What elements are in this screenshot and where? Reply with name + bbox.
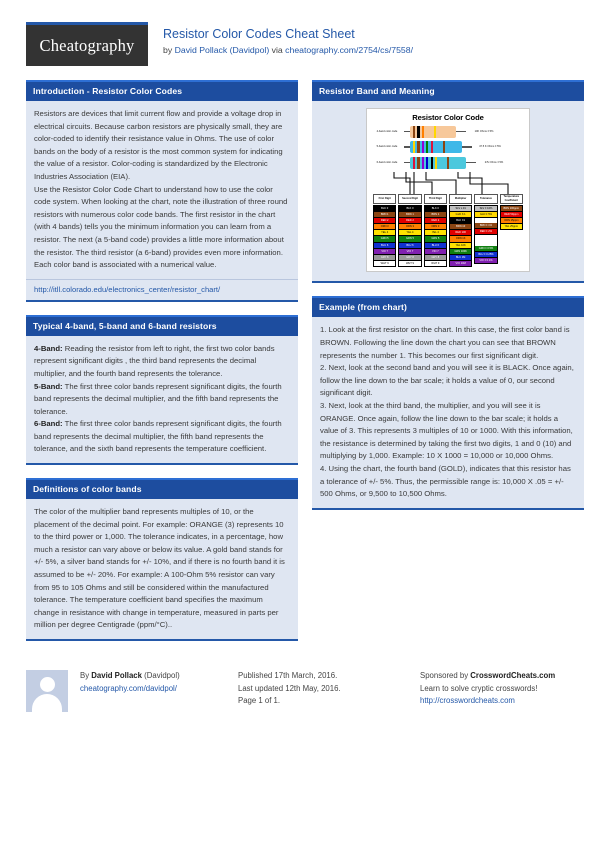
band5-label: 5-Band: bbox=[34, 381, 63, 391]
footer-sponsor-name: CrosswordCheats.com bbox=[470, 671, 556, 680]
chart-table-row: YEL 25ppm bbox=[501, 224, 522, 229]
chart-table-row: BRN 1 bbox=[399, 212, 420, 218]
chart-table-row: BRN 100ppm bbox=[501, 206, 522, 212]
chart-table-row: GRN ± 0.5% bbox=[475, 246, 496, 252]
chart-table-row: VIO 7 bbox=[399, 249, 420, 255]
resistor-body bbox=[410, 141, 462, 153]
card-band-meaning bbox=[312, 80, 584, 283]
chart-table-title: Multiplier bbox=[449, 194, 472, 204]
footer-sponsor-prefix: Sponsored by bbox=[420, 671, 471, 680]
avatar bbox=[26, 670, 68, 712]
resistor-color-band bbox=[413, 126, 415, 138]
resistor-lead-right bbox=[462, 146, 472, 147]
chart-table-row: BLK 0 bbox=[399, 206, 420, 212]
resistor-color-band bbox=[413, 141, 415, 153]
chart-table-rows bbox=[424, 205, 447, 268]
right-column bbox=[312, 80, 584, 523]
chart-table-title: Third Digit bbox=[424, 194, 447, 204]
chart-color-table bbox=[398, 194, 421, 268]
chart-table-row: RED 2 bbox=[425, 218, 446, 224]
resistor-color-band bbox=[417, 126, 419, 138]
chart-table-row: GRN 5 bbox=[399, 236, 420, 242]
page-title: Resistor Color Codes Cheat Sheet bbox=[163, 27, 355, 41]
band5-paragraph bbox=[34, 381, 290, 419]
resistor-color-band bbox=[422, 126, 424, 138]
resistor-color-band bbox=[417, 157, 419, 169]
chart-table-row: VIO 7 bbox=[374, 249, 395, 255]
resistor-lead-right bbox=[466, 162, 476, 163]
resistor-color-band bbox=[431, 141, 433, 153]
chart-table-row: RED 2 bbox=[399, 218, 420, 224]
chart-table-rows bbox=[449, 205, 472, 268]
card-typical-heading: Typical 4-band, 5-band and 6-band resistors bbox=[26, 315, 298, 336]
resistor-color-code-chart bbox=[366, 108, 530, 272]
connector-svg bbox=[370, 172, 526, 194]
chart-table-row: SLV x.01 bbox=[450, 206, 471, 212]
resistor-color-band bbox=[422, 141, 424, 153]
resistor-color-band bbox=[431, 157, 433, 169]
chart-connector-lines bbox=[370, 172, 526, 194]
chart-color-table bbox=[474, 194, 497, 268]
cheatography-logo[interactable] bbox=[26, 22, 148, 66]
band5-text: The first three color bands represent significant digits, the fourth band represents the decimal multiplier, and the fifth band represents the tolerance. bbox=[34, 381, 282, 416]
chart-table-row: ORN 1K bbox=[450, 236, 471, 242]
chart-table-row: BLU 6 bbox=[374, 243, 395, 249]
resistor-row-label: 5-band color code bbox=[376, 145, 398, 148]
footer-published: Published 17th March, 2016. bbox=[238, 671, 338, 680]
band6-text: The first three color bands represent significant digits, the fourth band represents the decimal multiplier, the fifth band represents the tolerance, and the sixth band represents the temperature coefficient. bbox=[34, 419, 282, 454]
chart-table-row: RED 2 bbox=[374, 218, 395, 224]
chart-table-row: GRN 5 bbox=[374, 236, 395, 242]
footer-author-link[interactable]: cheatography.com/davidpol/ bbox=[80, 683, 177, 693]
footer-sponsor-link[interactable]: http://crosswordcheats.com bbox=[420, 696, 515, 705]
card-band-meaning-heading: Resistor Band and Meaning bbox=[312, 80, 584, 101]
chart-table-title: First Digit bbox=[373, 194, 396, 204]
avatar-head-shape bbox=[40, 677, 55, 692]
page-footer bbox=[0, 654, 600, 712]
resistor-lead-right bbox=[456, 131, 466, 132]
chart-table-row: WHT 9 bbox=[399, 261, 420, 266]
chart-color-table bbox=[500, 194, 523, 268]
resistor-row bbox=[370, 141, 526, 154]
resistor-row bbox=[370, 125, 526, 138]
resistor-color-band bbox=[413, 157, 415, 169]
chart-table-row: WHT 9 bbox=[425, 261, 446, 266]
example-step-4: 4. Using the chart, the fourth band (GOLD), indicates that this resistor has a tolerance of +/- 5%. Thus, the permissible range is: 10,000 X .05 = +/- 500 Ohms, or 9,500 to 10,500 Ohms. bbox=[320, 463, 571, 499]
footer-sponsor-line bbox=[420, 670, 574, 683]
footer-dates-column bbox=[238, 670, 420, 708]
chart-table-row: WHT 9 bbox=[374, 261, 395, 266]
band6-paragraph bbox=[34, 418, 290, 456]
band6-label: 6-Band: bbox=[34, 419, 63, 429]
resistor-illustrations bbox=[370, 125, 526, 169]
content-columns bbox=[0, 66, 600, 654]
chart-table-row: BLU 6 bbox=[399, 243, 420, 249]
chart-table-row: YEL 10K bbox=[450, 243, 471, 249]
resistor-chart-figure-wrap bbox=[312, 101, 584, 281]
footer-author-url-line bbox=[80, 683, 238, 696]
chart-table-row: GRY 8 bbox=[399, 255, 420, 261]
chart-table-row: BLU ± 0.25% bbox=[475, 252, 496, 258]
example-step-2: 2. Next, look at the second band and you will see it is BLACK. Once again, follow the line down to the bar scale; it holds a value of 0, our second significant digit. bbox=[320, 363, 574, 398]
resistor-color-band bbox=[435, 157, 437, 169]
chart-table-row: BLU 1M bbox=[450, 255, 471, 261]
resistor-color-band bbox=[447, 157, 449, 169]
resistor-row-label: 4-band color code bbox=[376, 129, 398, 133]
resistor-row bbox=[370, 156, 526, 169]
definitions-text: The color of the multiplier band represents multiples of 10, or the placement of the decimal point. For example: ORANGE (3) represents 10 to the third power or 1,000. The tolerance indicates, in a percentage, how much a resistor can vary above or below its value. A gold band stands for +/- 5%, a silver band stands for +/- 10%, and if there is no fourth band it is assumed to be +/- 20%. For example: A 100-Ohm 5% resistor can vary from 95 to 105 Ohms and still be considered within the manufactured tolerance. The temperature coefficient band specifies the maximum change in resistance with change in temperature, measured in parts per million per degree Centigrade (ppm/°C).. bbox=[34, 507, 285, 630]
logo-text: Cheatography bbox=[39, 35, 135, 55]
avatar-body-shape bbox=[32, 694, 62, 712]
resistor-body bbox=[410, 157, 466, 169]
footer-sponsor-column bbox=[420, 670, 574, 708]
chart-table-rows bbox=[373, 205, 396, 268]
resistor-value-label: 10K Ohms ± 5% bbox=[474, 129, 494, 133]
card-definitions-heading: Definitions of color bands bbox=[26, 478, 298, 499]
chart-table-row: VIO ± 0.1% bbox=[475, 258, 496, 263]
figure-title: Resistor Color Code bbox=[412, 113, 484, 122]
resistor-color-band bbox=[422, 157, 424, 169]
card-example-body bbox=[312, 317, 584, 507]
chart-table-row: RED 50ppm bbox=[501, 212, 522, 218]
card-definitions-body bbox=[26, 499, 298, 639]
example-step-1: 1. Look at the first resistor on the chart. In this case, the first color band is BROWN. Following the line down the chart you can see that BROWN represents the number 1. This becomes our first significant digit. bbox=[320, 325, 570, 360]
card-example bbox=[312, 296, 584, 509]
page-header bbox=[0, 0, 600, 66]
resistor-color-band bbox=[417, 141, 419, 153]
footer-sponsor-url-line bbox=[420, 695, 574, 708]
chart-table-title: Temperature Coefficient bbox=[500, 194, 523, 204]
chart-table-row: BRN 1 bbox=[425, 212, 446, 218]
chart-table-title: Second Digit bbox=[398, 194, 421, 204]
resistor-chart-link[interactable]: http://itll.colorado.edu/electronics_center/resistor_chart/ bbox=[34, 284, 221, 294]
chart-table-row: GLD X.1 bbox=[450, 212, 471, 218]
chart-table-row: YEL 4 bbox=[425, 230, 446, 236]
byline-via: via bbox=[269, 45, 286, 55]
chart-table-row: SLV ± 10% bbox=[475, 206, 496, 212]
card-introduction-body bbox=[26, 101, 298, 279]
chart-table-row: BLK 0 bbox=[425, 206, 446, 212]
card-introduction bbox=[26, 80, 298, 302]
card-introduction-heading: Introduction - Resistor Color Codes bbox=[26, 80, 298, 101]
resistor-row-label: 6-band color code bbox=[376, 160, 398, 164]
chart-table-row: VIO 7 bbox=[425, 249, 446, 255]
footer-updated: Last updated 12th May, 2016. bbox=[238, 683, 341, 693]
chart-table-row: RED ± 2% bbox=[475, 229, 496, 235]
chart-table-row: GRY 8 bbox=[425, 255, 446, 261]
chart-table-rows bbox=[500, 205, 523, 231]
footer-author-handle: (Davidpol) bbox=[141, 671, 180, 680]
chart-table-row: ORN 15ppm bbox=[501, 218, 522, 224]
intro-link-row bbox=[26, 279, 298, 300]
byline-prefix: by bbox=[163, 45, 175, 55]
example-step-3: 3. Next, look at the third band, the multiplier, and you will see it is ORANGE. Once again, follow the line down to the bar scale; it holds a value of 3. This represents 3 multiples of 10 or 1000. With this information, the resistance is determined by taking the first two digits, 1 and 0 (10) and multiplying by 1,000. Example: 10 X 1000 = 10,000 or 10,000 Ohms. bbox=[320, 400, 573, 461]
resistor-value-label: 27k Ohms ± 5% bbox=[484, 160, 504, 164]
intro-paragraph-1: Resistors are devices that limit current flow and provide a voltage drop in electrical circuits. Because carbon resistors are physically small, they are color-coded to identify their resistance value in Ohms. The use of color bands on the body of a resistor is the most common system for indicating the value of a resistor. Color-coding is standardized by the Electronic Industries Association (EIA). bbox=[34, 109, 283, 181]
chart-table-row: GRY 8 bbox=[374, 255, 395, 261]
chart-table-row: BLK 0 bbox=[374, 206, 395, 212]
card-definitions bbox=[26, 478, 298, 641]
chart-table-rows bbox=[398, 205, 421, 268]
chart-table-row: ORN 3 bbox=[374, 224, 395, 230]
resistor-color-band bbox=[434, 126, 436, 138]
source-url-link[interactable]: cheatography.com/2754/cs/7558/ bbox=[285, 45, 413, 55]
chart-table-row: RED 100 bbox=[450, 230, 471, 236]
resistor-color-band bbox=[426, 157, 428, 169]
chart-color-table bbox=[373, 194, 396, 268]
band4-label: 4-Band: bbox=[34, 343, 63, 353]
footer-author-column bbox=[68, 670, 238, 695]
chart-table-row: BRN 10 bbox=[450, 224, 471, 230]
chart-color-tables bbox=[370, 194, 526, 268]
resistor-body bbox=[410, 126, 456, 138]
footer-page-number: Page 1 of 1. bbox=[238, 696, 281, 705]
chart-color-table bbox=[449, 194, 472, 268]
card-example-heading: Example (from chart) bbox=[312, 296, 584, 317]
resistor-color-band bbox=[443, 141, 445, 153]
author-link[interactable]: David Pollack (Davidpol) bbox=[174, 45, 270, 55]
chart-table-row: GRN 100K bbox=[450, 249, 471, 255]
chart-table-row: ORN 3 bbox=[399, 224, 420, 230]
chart-table-row: BLU 6 bbox=[425, 243, 446, 249]
chart-table-row: BRN 1 bbox=[374, 212, 395, 218]
chart-table-row: VIO 10M bbox=[450, 261, 471, 266]
resistor-color-band bbox=[426, 141, 428, 153]
chart-table-row: GRN 5 bbox=[425, 236, 446, 242]
chart-table-title: Tolerance bbox=[474, 194, 497, 204]
chart-table-row: GLD ± 5% bbox=[475, 212, 496, 218]
intro-paragraph-2: Use the Resistor Color Code Chart to understand how to use the color code system. When looking at the chart, note the illustration of three round resistors with numerous color code bands. The first resistor in the chart (with 4 bands) tells you the minimum information you can learn from a resistor. The next (a 5-band code) provides a little more information about the resistor. The third resistor (a 6-band) provides even more information. Each color band is associated with a numerical value. bbox=[34, 184, 288, 270]
chart-table-row: YEL 4 bbox=[399, 230, 420, 236]
footer-sponsor-tagline: Learn to solve cryptic crosswords! bbox=[420, 683, 538, 693]
header-text-block bbox=[148, 22, 413, 56]
band4-text: Reading the resistor from left to right, the first two color bands represent significant digits , the third band represents the decimal multiplier, and the fourth band represents the tolerance. bbox=[34, 343, 275, 378]
chart-table-row: BLK X1 bbox=[450, 218, 471, 224]
chart-table-row: ORN 3 bbox=[425, 224, 446, 230]
resistor-value-label: 47.5 K Ohms ± 5% bbox=[479, 145, 501, 148]
card-typical-body bbox=[26, 336, 298, 463]
chart-table-row: YEL 4 bbox=[374, 230, 395, 236]
byline bbox=[163, 44, 413, 56]
footer-by-prefix: By bbox=[80, 671, 92, 680]
card-typical-resistors bbox=[26, 315, 298, 465]
left-column bbox=[26, 80, 298, 654]
footer-author-line bbox=[80, 670, 238, 683]
chart-table-row: BRN ± 1% bbox=[475, 223, 496, 229]
chart-color-table bbox=[424, 194, 447, 268]
band4-paragraph bbox=[34, 343, 290, 381]
chart-table-rows bbox=[474, 205, 497, 265]
footer-author-name: David Pollack bbox=[91, 671, 142, 680]
